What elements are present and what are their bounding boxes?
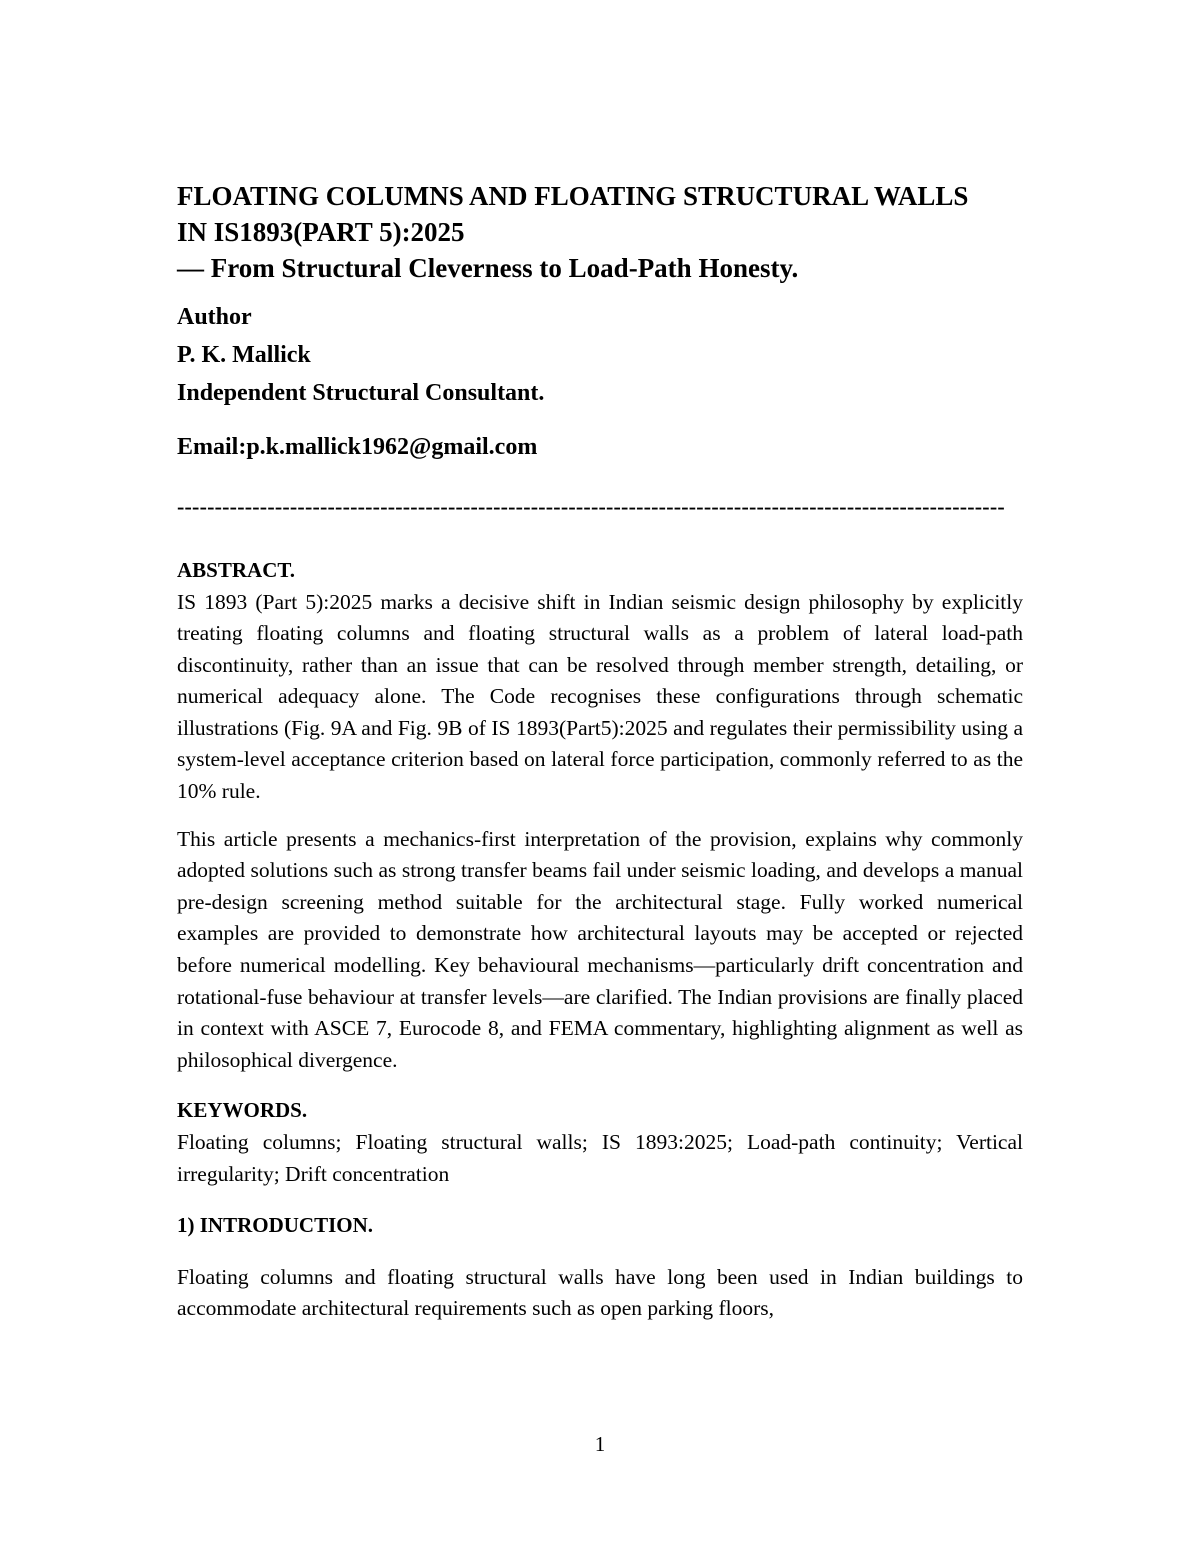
keywords-heading: KEYWORDS. bbox=[177, 1098, 308, 1123]
separator-line: -------------------------------------------------------------------------------------------------------------- bbox=[177, 494, 1005, 519]
introduction-paragraph-1: Floating columns and floating structural walls have long been used in Indian buildings to accommodate architectural requirements such as open parking floors, bbox=[177, 1264, 1023, 1321]
title-line-2: IN IS1893(PART 5):2025 bbox=[177, 217, 465, 247]
abstract-paragraph-2: This article presents a mechanics-first interpretation of the provision, explains why commonly adopted solutions such as strong transfer beams fail under seismic loading, and develops a manual pre-design screening method suitable for the architectural stage. Fully worked numerical examples are provided to demonstrate how architectural layouts may be accepted or rejected before numerical modelling. Key behavioural mechanisms—particularly drift concentration and rotational-fuse behaviour at transfer levels—are clarified. The Indian provisions are finally placed in context with ASCE 7, Eurocode 8, and FEMA commentary, highlighting alignment as well as philosophical divergence. bbox=[177, 826, 1023, 1072]
abstract-paragraph-1: IS 1893 (Part 5):2025 marks a decisive shift in Indian seismic design philosophy by explicitly treating floating columns and floating structural walls as a problem of lateral load-path discontinuity, rather than an issue that can be resolved through member strength, detailing, or numerical adequacy alone. The Code recognises these configurations through schematic illustrations (Fig. 9A and Fig. 9B of IS 1893(Part5):2025 and regulates their permissibility using a system-level acceptance criterion based on lateral force participation, commonly referred to as the 10% rule. bbox=[177, 589, 1023, 804]
title-line-1: FLOATING COLUMNS AND FLOATING STRUCTURAL WALLS bbox=[177, 181, 969, 211]
author-email bbox=[177, 428, 1023, 466]
page-number: 1 bbox=[594, 1432, 606, 1456]
email-text: Email:p.k.mallick1962@gmail.com bbox=[177, 434, 538, 460]
abstract-heading: ABSTRACT. bbox=[177, 558, 296, 582]
author-affiliation: Independent Structural Consultant. bbox=[177, 380, 545, 406]
document-page bbox=[177, 178, 1023, 1325]
author-label: Author bbox=[177, 304, 252, 330]
keywords-text: Floating columns; Floating structural walls; IS 1893:2025; Load-path continuity; Vertical irregularity; Drift concentration bbox=[177, 1129, 1023, 1186]
author-name: P. K. Mallick bbox=[177, 342, 311, 368]
introduction-heading: 1) INTRODUCTION. bbox=[177, 1213, 374, 1238]
author-block bbox=[177, 298, 1023, 412]
title-subtitle: — From Structural Cleverness to Load-Path Honesty. bbox=[177, 253, 799, 283]
paper-title bbox=[177, 178, 1023, 286]
